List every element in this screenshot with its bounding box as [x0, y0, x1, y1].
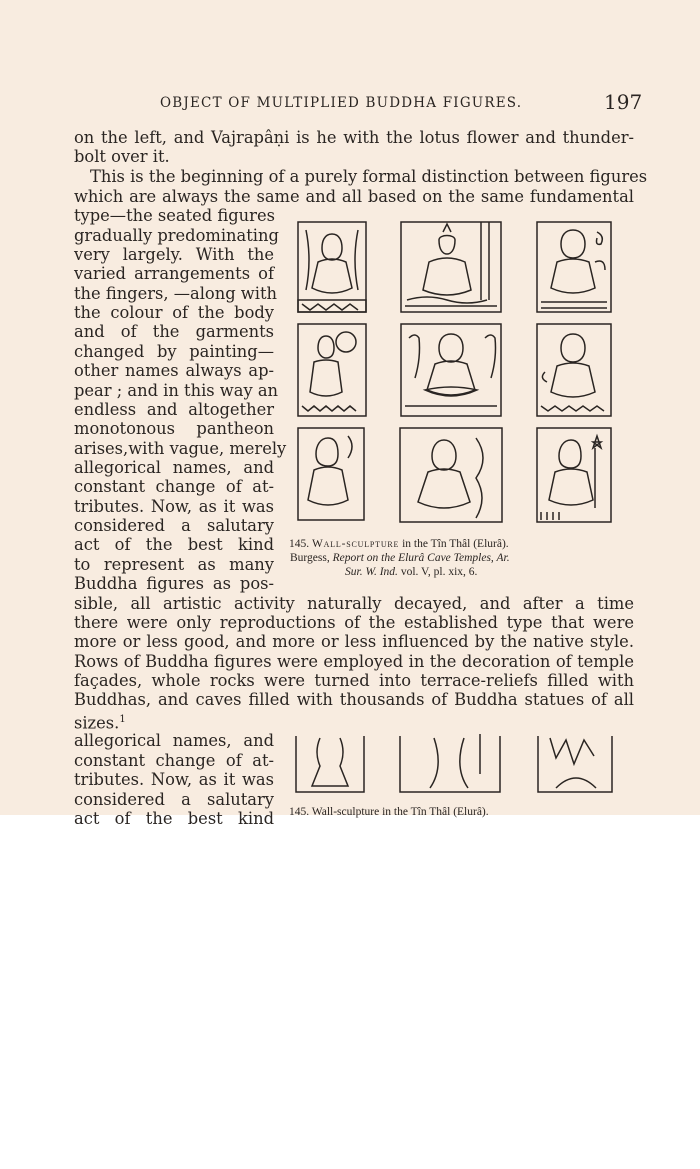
- text-line: there were only reproductions of the established type that were: [74, 613, 634, 632]
- text-line: Buddha figures as pos-: [74, 574, 274, 593]
- text-line: arises,with vague, merely: [74, 439, 287, 458]
- text-line: pear ; and in this way an: [74, 381, 279, 400]
- sculpture-panel: [537, 222, 611, 312]
- text-line: gradually predominating: [74, 226, 279, 245]
- figure-caption-line-1: [289, 538, 509, 550]
- figure-caption-line-3: [345, 566, 477, 578]
- text-line: changed by painting—: [74, 342, 274, 361]
- sculpture-panel: [400, 428, 502, 522]
- sculpture-panel: [298, 324, 366, 416]
- footnote-marker: 1: [119, 714, 126, 725]
- text-line: more or less good, and more or less influenced by the native style.: [74, 632, 634, 651]
- sculpture-panel: [401, 324, 501, 416]
- sculpture-panel: [401, 222, 501, 312]
- text-line: Buddhas, and caves filled with thousands of Buddha statues of all: [74, 690, 634, 709]
- text-line: allegorical names, and: [74, 731, 274, 750]
- running-title: OBJECT OF MULTIPLIED BUDDHA FIGURES.: [160, 95, 523, 111]
- text-line: façades, whole rocks were turned into terrace-reliefs filled with: [74, 671, 634, 690]
- partial-figure-repeat: [294, 730, 614, 796]
- text-line: monotonous pantheon: [74, 419, 274, 438]
- text-line: the fingers, —along with: [74, 284, 277, 303]
- text-line: sible, all artistic activity naturally decayed, and after a time: [74, 594, 634, 613]
- text-line: constant change of at-: [74, 477, 274, 496]
- sculpture-panel: [296, 736, 364, 792]
- sculpture-panel: [538, 736, 612, 792]
- figure-caption-repeat: 145. Wall-sculpture in the Tîn Thâl (Elurâ).: [289, 806, 489, 818]
- text-line: on the left, and Vajrapâṇi is he with the lotus flower and thunder-: [74, 128, 634, 147]
- sculpture-panel: [298, 222, 366, 312]
- text-line: endless and altogether: [74, 400, 274, 419]
- sculpture-panel: [298, 428, 364, 520]
- text-line: which are always the same and all based on the same fundamental: [74, 187, 634, 206]
- text-line: act of the best kind: [74, 535, 274, 554]
- sculpture-panel: [400, 734, 500, 792]
- text-line: tributes. Now, as it was: [74, 770, 274, 789]
- sculpture-panel: [537, 428, 611, 522]
- caption-volume: vol. V, pl. xix, 6.: [400, 566, 478, 578]
- text-line: to represent as many: [74, 555, 274, 574]
- caption-author: Burgess,: [290, 552, 330, 564]
- text-line: type—the seated figures: [74, 206, 275, 225]
- caption-series: Sur. W. Ind.: [345, 566, 398, 578]
- page-number: 197: [604, 90, 643, 114]
- wall-sculpture-figure: [296, 218, 616, 524]
- text-line: considered a salutary: [74, 516, 274, 535]
- text-line: tributes. Now, as it was: [74, 497, 274, 516]
- text-line: considered a salutary: [74, 790, 274, 809]
- text-line: bolt over it.: [74, 147, 170, 166]
- text-line: allegorical names, and: [74, 458, 274, 477]
- text-line: Rows of Buddha figures were employed in the decoration of temple: [74, 652, 634, 671]
- figure-caption-line-2: [290, 552, 510, 564]
- figure-title: Wall-sculpture: [312, 538, 400, 550]
- text-line: and of the garments: [74, 322, 274, 341]
- text-line: sizes.$^1$: [74, 713, 126, 733]
- figure-location: in the Tîn Thâl (Elurâ).: [402, 538, 509, 550]
- text-line: very largely. With the: [74, 245, 274, 264]
- figure-number: 145.: [289, 538, 310, 550]
- text-line: the colour of the body: [74, 303, 274, 322]
- text-line-cut: act of the best kind: [74, 809, 274, 828]
- text-line: constant change of at-: [74, 751, 274, 770]
- text-line: other names always ap-: [74, 361, 274, 380]
- sculpture-panel: [537, 324, 611, 416]
- text-line: This is the beginning of a purely formal distinction between figures: [90, 167, 648, 186]
- text-line: varied arrangements of: [74, 264, 274, 283]
- caption-source: Report on the Elurâ Cave Temples, Ar.: [332, 552, 510, 564]
